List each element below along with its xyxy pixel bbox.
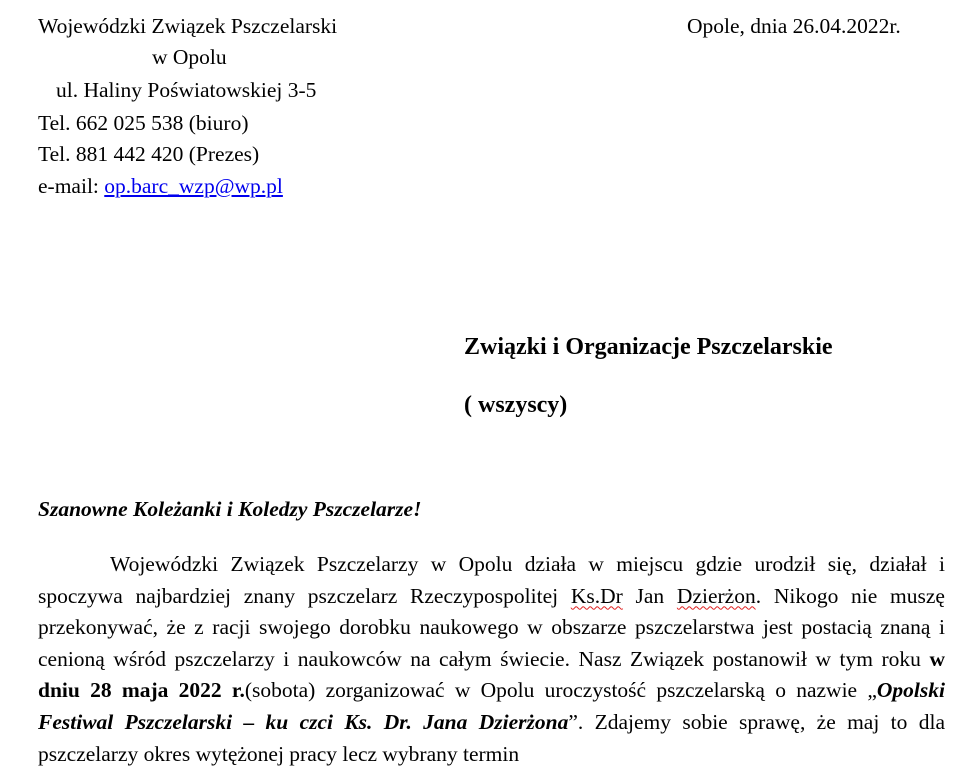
sender-name: Wojewódzki Związek Pszczelarski xyxy=(38,14,338,38)
email-label: e-mail: xyxy=(38,174,105,198)
body-text-3: . Nikogo nie muszę przekonywać, że z racji swojego dorobku naukowego w obszarze pszczelarstwa jest postacią znaną i cenioną wśród pszczelarzy i naukowców na całym świecie. Nasz Związek postanowił w tym roku xyxy=(38,583,945,671)
email-link[interactable]: op.barc_wzp@wp.pl xyxy=(104,174,283,198)
recipient-line-2: ( wszyscy) xyxy=(464,392,568,418)
sender-email-line xyxy=(38,176,283,198)
body-text-5: ”. Zdajemy sobie sprawę, że maj to dla pszczelarzy okres wytężonej pracy lecz wybrany termin xyxy=(38,709,945,766)
sender-phone-office: Tel. 662 025 538 (biuro) xyxy=(38,111,249,135)
body-text-2: Jan xyxy=(622,583,677,608)
spellcheck-flagged-word[interactable]: Ks.Dr xyxy=(570,583,623,608)
date-line: Opole, dnia 26.04.2022r. xyxy=(687,14,901,38)
event-date: w dniu 28 maja 2022 r. xyxy=(38,646,945,703)
spellcheck-flagged-word[interactable]: Dzierżon xyxy=(676,583,756,608)
sender-phone-president: Tel. 881 442 420 (Prezes) xyxy=(38,142,260,166)
body-text-4: (sobota) zorganizować w Opolu uroczystość pszczelarską o nazwie „ xyxy=(244,678,877,703)
sender-city: w Opolu xyxy=(152,45,227,69)
event-name: Opolski Festiwal Pszczelarski – ku czci Ks. Dr. Jana Dzierżona xyxy=(38,678,945,734)
recipient-line-1: Związki i Organizacje Pszczelarskie xyxy=(464,334,833,360)
body-text-1: Wojewódzki Związek Pszczelarzy w Opolu działa w miejscu gdzie urodził się, działał i spoczywa najbardziej znany pszczelarz Rzeczypospolitej xyxy=(38,552,945,608)
body-paragraph xyxy=(38,549,945,770)
sender-address: ul. Haliny Poświatowskiej 3-5 xyxy=(56,78,317,102)
salutation: Szanowne Koleżanki i Koledzy Pszczelarze! xyxy=(38,497,422,521)
